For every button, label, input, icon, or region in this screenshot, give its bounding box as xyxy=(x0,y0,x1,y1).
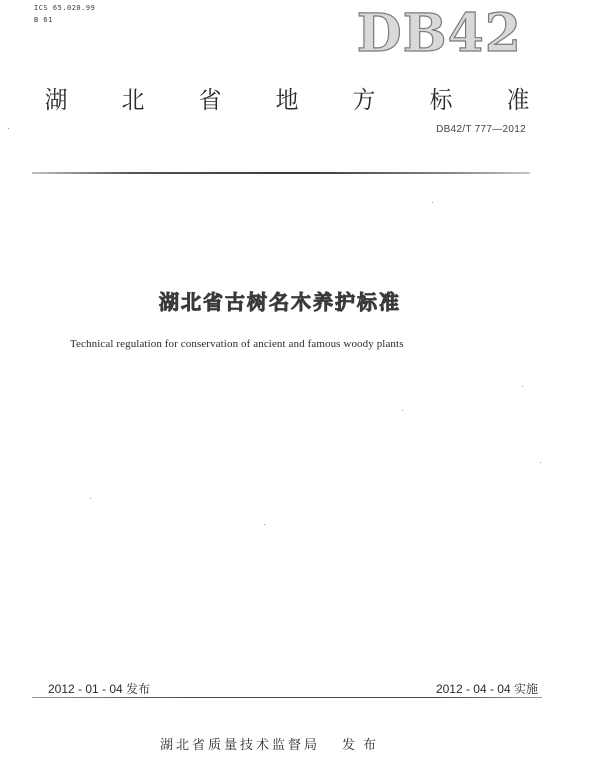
english-title: Technical regulation for conservation of ancient and famous woody plants xyxy=(70,338,404,350)
standard-number: DB42/T 777—2012 xyxy=(436,124,526,135)
footer-divider xyxy=(32,697,542,698)
standard-type-char: 地 xyxy=(275,86,299,114)
chinese-title: 湖北省古树名木养护标准 xyxy=(159,290,401,314)
ics-code: ICS 65.020.99 xyxy=(34,4,96,12)
scan-speck xyxy=(90,498,91,499)
standard-type-char: 省 xyxy=(198,86,222,114)
standard-type-heading xyxy=(44,80,530,115)
header-divider xyxy=(32,172,530,174)
standard-type-char: 方 xyxy=(352,86,376,114)
scan-speck xyxy=(402,410,403,411)
issue-date: 2012 - 01 - 04 发布 xyxy=(48,682,151,696)
publisher-line xyxy=(160,734,384,753)
standard-type-char: 北 xyxy=(121,86,145,114)
implementation-date: 2012 - 04 - 04 实施 xyxy=(435,682,538,696)
standard-type-char: 标 xyxy=(429,86,453,114)
publisher-suffix: 发布 xyxy=(342,738,385,753)
scan-speck xyxy=(540,462,541,463)
scan-speck xyxy=(522,386,523,387)
scan-speck xyxy=(264,524,265,525)
publisher-name: 湖北省质量技术监督局 xyxy=(160,738,321,753)
standard-type-char: 准 xyxy=(506,86,530,114)
db42-logo: DB42 xyxy=(356,3,522,64)
scan-speck xyxy=(432,202,433,203)
standard-type-char: 湖 xyxy=(44,86,68,114)
ccs-code: B 61 xyxy=(34,16,53,24)
scan-speck xyxy=(8,128,9,129)
